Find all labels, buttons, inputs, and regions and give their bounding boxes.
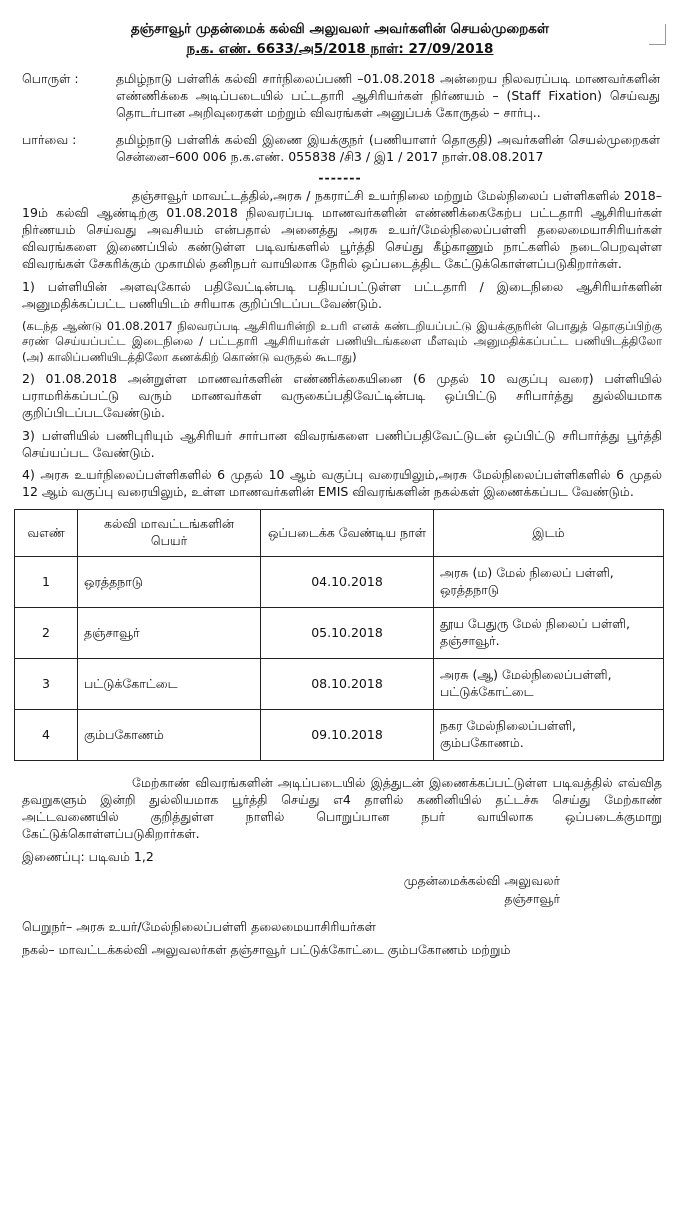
document-header [0,20,680,59]
body-paragraph: தஞ்சாவூர் மாவட்டத்தில்,அரசு / நகராட்சி உயர்நிலை மற்றும் மேல்நிலைப் பள்ளிகளில் 2018–19ம் கல்வி ஆண்டிற்கு 01.08.2018 நிலவரப்படி மாணவர்களின் எண்ணிக்கைகேற்ப பட்டதாரி ஆசிரியர்கள் நிர்ணயம் செய்வது அவசியம் என்பதால் அனைத்து அரசு உயர்/மேல்நிலைப்பள்ளி தலைமையாசிரியர்கள் விவரங்களை இணைப்பில் கண்டுள்ள படிவங்களில் பூர்த்தி செய்து கீழ்காணும் நாட்களில் நடைபெறவுள்ள விவரங்கள் சேகரிக்கும் முகாமில் தனிநபர் வாயிலாக நேரில் ஒப்படைத்திட கேட்டுக்கொள்ளப்படுகிறார்கள். [22,188,662,271]
signature-place: தஞ்சாவூர் [504,891,560,907]
document-title: தஞ்சாவூர் முதன்மைக் கல்வி அலுவலர் அவர்களின் செயல்முறைகள் [130,21,550,37]
point-1-note: (கடந்த ஆண்டு 01.08.2017 நிலவரப்படி ஆசிரியரின்றி உபரி எனக் கண்டறியப்பட்டு இயக்குநரின் பொதுத் தொகுப்பிற்கு சரண் செய்யப்பட்ட இடைநிலை / பட்டதாரி ஆசிரியர்கள் பணியிடங்களை மீளவும் அனுமதிக்கப்பட்ட பணியிடத்திலோ (அ) காலிப்பணியிடத்திலோ கணக்கிற் கொண்டு வருதல் கூடாது) [22,318,662,364]
cell-place: அரசு (ஆ) மேல்நிலைப்பள்ளி, பட்டுக்கோட்டை [434,659,664,710]
recipient-line: பெறுநர்– அரசு உயர்/மேல்நிலைப்பள்ளி தலைமையாசிரியர்கள் [22,919,376,935]
reference-number-line: ந.க. எண். 6633/அ5/2018 நாள்: 27/09/2018 [186,40,494,57]
table-row [15,557,664,608]
closing-paragraph: மேற்காண் விவரங்களின் அடிப்படையில் இத்துடன் இணைக்கப்பட்டுள்ள படிவத்தில் எவ்வித தவறுகளும் இன்றி துல்லியமாக பூர்த்தி செய்து எ4 தாளில் கணினியில் தட்டச்சு செய்து மேற்காண் அட்டவணையில் குறித்துள்ள நாளில் பொறுப்பான நபர் வாயிலாக ஒப்படைக்குமாறு கேட்டுக்கொள்ளப்படுகிறார்கள். [22,775,662,841]
cell-serial: 1 [15,557,78,608]
reference-field [22,132,660,166]
cell-date: 09.10.2018 [261,710,434,761]
reference-text: தமிழ்நாடு பள்ளிக் கல்வி இணை இயக்குநர் (பணியாளர் தொகுதி) அவர்களின் செயல்முறைகள் சென்னை–600 006 ந.க.எண். 055838 /சி3 / இ1 / 2017 நாள்.08.08.2017 [116,131,660,164]
cell-place: தூய பேதுரு மேல் நிலைப் பள்ளி, தஞ்சாவூர். [434,608,664,659]
col-header-place: இடம் [434,510,664,557]
col-header-date: ஒப்படைக்க வேண்டிய நாள் [261,510,434,557]
subject-text: தமிழ்நாடு பள்ளிக் கல்வி சார்நிலைப்பணி –01.08.2018 அன்றைய நிலவரப்படி மாணவர்களின் எண்ணிக்கை அடிப்படையில் பட்டதாரி ஆசிரியர்கள் நிர்ணயம் – (Staff Fixation) செய்வது தொடர்பான அறிவுரைகள் மற்றும் விவரங்கள் அனுப்பக் கோருதல் – சார்பு.. [116,71,660,120]
point-3: 3) பள்ளியில் பணிபுரியும் ஆசிரியர் சார்பான விவரங்களை பணிப்பதிவேட்டுடன் ஒப்பிட்டு சரிபார்த்து பூர்த்தி செய்யப்பட வேண்டும். [22,427,662,460]
subject-field [22,71,660,122]
subject-label: பொருள் : [22,71,79,87]
table-row [15,659,664,710]
cell-place: அரசு (ம) மேல் நிலைப் பள்ளி, ஒரத்தநாடு [434,557,664,608]
cell-date: 04.10.2018 [261,557,434,608]
point-4: 4) அரசு உயர்நிலைப்பள்ளிகளில் 6 முதல் 10 ஆம் வகுப்பு வரையிலும்,அரசு மேல்நிலைப்பள்ளிகளில் 6 முதல் 12 ஆம் வகுப்பு வரையிலும், உள்ள மாணவர்களின் EMIS விவரங்களின் நகல்கள் இணைக்கப்பட வேண்டும். [22,467,662,500]
submission-schedule-table [14,509,664,761]
signature-block [0,872,560,910]
enclosure-note: இணைப்பு: படிவம் 1,2 [22,848,154,864]
page-corner-mark [649,24,666,45]
point-2: 2) 01.08.2018 அன்றுள்ள மாணவர்களின் எண்ணிக்கையினை (6 முதல் 10 வகுப்பு வரை) பள்ளியில் பராமரிக்கப்பட்டு வரும் மாணவர்கள் வருகைப்பதிவேட்டின்படி ஒப்பிட்டு சரிபார்த்து துல்லியமாக குறிப்பிடப்படவேண்டும். [22,371,662,420]
copy-to-line: நகல்– மாவட்டக்கல்வி அலுவலர்கள் தஞ்சாவூர் பட்டுக்கோட்டை கும்பகோணம் மற்றும் [22,941,511,957]
point-1: 1) பள்ளியின் அளவுகோல் பதிவேட்டின்படி பதியப்பட்டுள்ள பட்டதாரி / இடைநிலை ஆசிரியர்களின் அனுமதிக்கப்பட்ட பணியிடம் சரியாக குறிப்பிடப்படவேண்டும். [22,278,662,311]
reference-label: பார்வை : [22,131,77,147]
table-row [15,608,664,659]
cell-date: 05.10.2018 [261,608,434,659]
table-header-row [15,510,664,557]
cell-serial: 2 [15,608,78,659]
cell-district: தஞ்சாவூர் [78,608,261,659]
cell-date: 08.10.2018 [261,659,434,710]
cell-place: நகர மேல்நிலைப்பள்ளி, கும்பகோணம். [434,710,664,761]
col-header-serial: வஎண் [15,510,78,557]
table-row [15,710,664,761]
cell-district: கும்பகோணம் [78,710,261,761]
cell-district: பட்டுக்கோட்டை [78,659,261,710]
signature-designation: முதன்மைக்கல்வி அலுவலர் [403,872,560,888]
cell-serial: 4 [15,710,78,761]
col-header-district: கல்வி மாவட்டங்களின் பெயர் [78,510,261,557]
separator-line: ------- [318,169,362,185]
cell-serial: 3 [15,659,78,710]
cell-district: ஒரத்தநாடு [78,557,261,608]
